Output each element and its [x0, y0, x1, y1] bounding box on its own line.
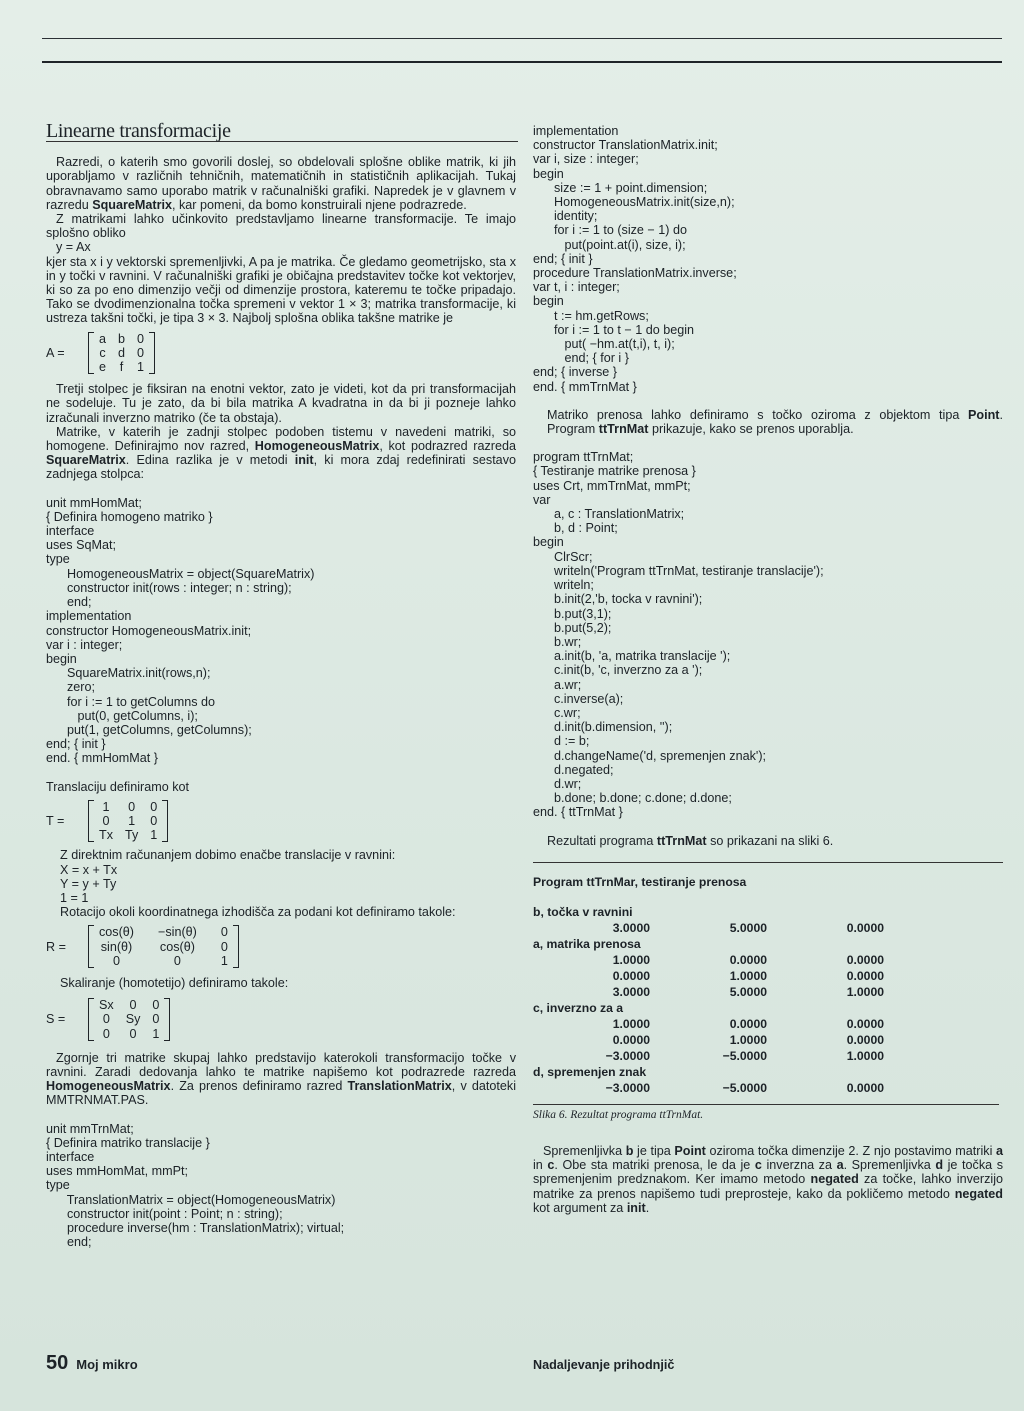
table-cell: −5.0000 — [722, 1081, 767, 1095]
matrix-cell: 0 — [173, 953, 181, 968]
paragraph: Translaciju definiramo kot — [46, 779, 190, 794]
matrix-cell: 0 — [129, 1026, 137, 1041]
matrix-cell: −sin(θ) — [158, 925, 197, 940]
table-cell: 0.0000 — [846, 969, 884, 983]
output-label: b, točka v ravnini — [533, 905, 633, 919]
matrix-cell: 1 — [102, 799, 110, 814]
equation: 1 = 1 — [60, 890, 89, 905]
table-row — [533, 984, 1003, 1000]
paragraph: Z direktnim računanjem dobimo enačbe translacije v ravnini: — [60, 848, 396, 863]
table-cell: 0.0000 — [846, 1033, 884, 1047]
right-column — [533, 124, 1003, 848]
matrix-cell: f — [119, 360, 124, 375]
page-number: 50 — [46, 1352, 69, 1374]
paragraph: Spremenljivka b je tipa Point oziroma točka dimenzije 2. Z njo postavimo matriki a in c. Obe sta matriki prenosa, le da je c inverzna za a. Spremenljivka d je točka s spremenjenim predznakom. Ker imamo metodo negated za točke, lahko inverzijo matrike za prenos napišemo tudi preprosteje, kako da pokličemo metodo negated kot argument za init. — [533, 1144, 1004, 1215]
paragraph: Matrike, v katerih je zadnji stolpec podoben tistemu v navedeni matriki, so homogene. Definirajmo nov razred, HomogeneousMatrix, kot podrazred razreda SquareMatrix. Edina razlika je v metodi init, ki mora zdaj redefinirati sestavo zadnjega stolpca: — [46, 424, 516, 482]
top-rule — [42, 38, 1002, 39]
matrix-cell: Sx — [99, 998, 114, 1013]
matrix-cell: sin(θ) — [100, 939, 133, 954]
figure-caption: Slika 6. Rezultat programa ttTrnMat. — [533, 1109, 704, 1121]
article-title: Linearne transformacije — [46, 120, 231, 142]
matrix-cell: 1 — [128, 813, 136, 828]
paragraph: Rotacijo okoli koordinatnega izhodišča za podani kot definiramo takole: — [60, 905, 456, 920]
table-cell: 1.0000 — [729, 1033, 767, 1047]
matrix-cell: 0 — [152, 1012, 160, 1027]
matrix-cell: Sy — [125, 1012, 141, 1027]
matrix-s: S = Sx 0 0 0 Sy 0 0 0 1 — [46, 998, 516, 1041]
table-row — [533, 952, 1003, 968]
table-cell: 5.0000 — [729, 985, 767, 999]
figure-6-output — [533, 874, 1003, 1123]
paragraph: Rezultati programa ttTrnMat so prikazani na sliki 6. — [547, 833, 834, 848]
table-cell: 1.0000 — [612, 953, 650, 967]
matrix-cell: cos(θ) — [99, 925, 134, 940]
code-listing-mmtrnmat: unit mmTrnMat; { Definira matriko translacije } interface uses mmHomMat, mmPt; type TranslationMatrix = object(HomogeneousMatrix) constructor init(point : Point; n : string); procedure inverse(hm : TranslationMatrix); virtual; end; — [46, 1121, 345, 1250]
matrix-cell: 0 — [128, 799, 136, 814]
paragraph: Zgornje tri matrike skupaj lahko predstavijo katerokoli transformacijo točke v ravnini. Zaradi dedovanja lahko te matrike napišemo kot podrazrede razreda HomogeneousMatrix. Za prenos definiramo razred TranslationMatrix, v datoteki MMTRNMAT.PAS. — [46, 1050, 516, 1108]
table-cell: 0.0000 — [846, 953, 884, 967]
table-row — [533, 1048, 1003, 1064]
table-row — [533, 968, 1003, 984]
table-cell: 1.0000 — [612, 1017, 650, 1031]
matrix-cell: 0 — [220, 925, 228, 940]
matrix-cell: 0 — [137, 345, 145, 360]
page-footer — [46, 1352, 138, 1375]
table-cell: 0.0000 — [729, 1017, 767, 1031]
matrix-cell: 1 — [150, 828, 158, 843]
matrix-cell: 1 — [220, 953, 228, 968]
matrix-cell: Ty — [125, 828, 139, 843]
matrix-t: T = 1 0 0 0 1 0 Tx Ty 1 — [46, 800, 516, 843]
matrix-cell: b — [118, 331, 126, 346]
code-listing-mmhommat: unit mmHomMat; { Definira homogeno matriko } interface uses SqMat; type HomogeneousMatrix = object(SquareMatrix) constructor init(rows : integer; n : string); end; implementation constructor HomogeneousMatrix.init; var i : integer; begin SquareMatrix.init(rows,n); zero; for i := 1 to getColumns do put(0, getColumns, i); put(1, getColumns, getColumns); end; { init } end. { mmHomMat } — [46, 495, 315, 766]
matrix-cell: cos(θ) — [159, 939, 195, 954]
table-cell: 3.0000 — [612, 921, 650, 935]
matrix-cell: d — [118, 345, 126, 360]
paragraph: Razredi, o katerih smo govorili doslej, so obdelovali splošne oblike matrik, ki jih uporabljamo v različnih tehničnih, matematičnih in statističnih aplikacijah. Tukaj obravnavamo samo uporabo matrik v računalniški grafiki. Napredek je v glavnem v razredu SquareMatrix, kar pomeni, da bomo konstruirali njene podrazrede. — [46, 155, 516, 212]
output-label: c, inverzno za a — [533, 1001, 624, 1015]
table-cell: 0.0000 — [729, 953, 767, 967]
table-cell: −3.0000 — [605, 1081, 650, 1095]
table-row — [533, 1080, 1003, 1096]
matrix-cell: 0 — [102, 813, 110, 828]
table-row — [533, 1016, 1003, 1032]
matrix-cell: 0 — [220, 939, 228, 954]
table-cell: 1.0000 — [846, 985, 884, 999]
matrix-cell: 0 — [102, 1026, 110, 1041]
table-cell: 0.0000 — [846, 1017, 884, 1031]
table-cell: −5.0000 — [722, 1049, 767, 1063]
table-cell: 0.0000 — [612, 1033, 650, 1047]
table-cell: 0.0000 — [846, 1081, 884, 1095]
table-cell: 5.0000 — [729, 921, 767, 935]
paragraph: kjer sta x i y vektorski spremenljivki, A pa je matrika. Če gledamo geometrijsko, sta x in y točki v ravnini. V računalniški grafiki je običajna predstavitev točke kot vektorjev, ki so za po eno dimenzijo večji od dimenzije prostora, kateremu te točke pripadajo. Tako se dvodimenzionalna točka spremeni v vektor 1 × 3; matrika transformacije, ki ustreza takšni točki, je tipa 3 × 3. Najbolj splošna oblika takšne matrike je — [46, 254, 516, 326]
matrix-cell: 0 — [152, 998, 160, 1013]
equation: y = Ax — [56, 240, 91, 255]
equation: Y = y + Ty — [60, 876, 117, 891]
paragraph: Tretji stolpec je fiksiran na enotni vektor, zato je videti, kot da pri transformacijah ne sodeluje. Tu je zato, da bi bila matrika A kvadratna in da bi ji pozneje lahko izračunali inverzno matriko (če ta obstaja). — [46, 382, 516, 425]
matrix-cell: a — [99, 331, 107, 346]
table-cell: 1.0000 — [729, 969, 767, 983]
matrix-cell: c — [99, 345, 106, 360]
matrix-cell: 0 — [150, 799, 158, 814]
output-table — [533, 904, 1003, 1096]
matrix-a: A = a b 0 c d 0 e f 1 — [46, 332, 516, 375]
output-label: a, matrika prenosa — [533, 937, 641, 951]
top-rule-thick — [42, 61, 1002, 63]
matrix-cell: Tx — [99, 828, 113, 843]
matrix-cell: 1 — [152, 1026, 160, 1041]
continued-note: Nadaljevanje prihodnjič — [533, 1358, 675, 1372]
figure-title: Program ttTrnMar, testiranje prenosa — [533, 875, 747, 889]
matrix-cell: 0 — [112, 953, 120, 968]
paragraph: Skaliranje (homotetijo) definiramo takole: — [60, 975, 289, 990]
table-row — [533, 1032, 1003, 1048]
paragraph: Matriko prenosa lahko definiramo s točko oziroma z objektom tipa Point. Program ttTrnMat prikazuje, kako se prenos uporablja. — [547, 407, 1003, 437]
table-row — [533, 920, 1003, 936]
equation: X = x + Tx — [60, 862, 118, 877]
figure-top-rule — [533, 862, 1003, 863]
matrix-cell: 0 — [102, 1012, 110, 1027]
matrix-cell: 0 — [137, 331, 145, 346]
closing-paragraph — [533, 1144, 1003, 1215]
magazine-name: Moj mikro — [76, 1357, 138, 1372]
left-column — [46, 120, 516, 1250]
table-cell: −3.0000 — [605, 1049, 650, 1063]
code-listing-program: program ttTrnMat; { Testiranje matrike prenosa } uses Crt, mmTrnMat, mmPt; var a, c : TranslationMatrix; b, d : Point; begin ClrScr; writeln('Program ttTrnMat, testiranje translacije'); writeln; b.init(2,'b, tocka v ravnini'); b.put(3,1); b.put(5,2); b.wr; a.init(b, 'a, matrika translacije '); c.init(b, 'c, inverzno za a '); a.wr; c.inverse(a); c.wr; d.init(b.dimension, ''); d := b; d.changeName('d, spremenjen znak'); d.negated; d.wr; b.done; b.done; c.done; d.done; end. { ttTrnMat } — [533, 450, 824, 820]
table-cell: 0.0000 — [846, 921, 884, 935]
matrix-cell: 0 — [129, 998, 137, 1013]
table-cell: 1.0000 — [846, 1049, 884, 1063]
matrix-cell: 0 — [150, 813, 158, 828]
output-label: d, spremenjen znak — [533, 1065, 647, 1079]
table-cell: 3.0000 — [612, 985, 650, 999]
paragraph: Z matrikami lahko učinkovito predstavljamo linearne transformacije. Te imajo splošno obliko — [46, 212, 516, 241]
matrix-cell: 1 — [137, 360, 145, 375]
table-cell: 0.0000 — [612, 969, 650, 983]
matrix-cell: e — [99, 360, 107, 375]
matrix-r: R = cos(θ) −sin(θ) 0 sin(θ) cos(θ) 0 0 0 1 — [46, 925, 516, 968]
code-listing-implementation: implementation constructor TranslationMatrix.init; var i, size : integer; begin size := 1 + point.dimension; HomogeneousMatrix.init(size,n); identity; for i := 1 to (size − 1) do put(point.at(i), size, i); end; { init } procedure TranslationMatrix.inverse; var t, i : integer; begin t := hm.getRows; for i := 1 to t − 1 do begin put( −hm.at(t,i), t, i); end; { for i } end; { inverse } end. { mmTrnMat } — [533, 124, 737, 394]
